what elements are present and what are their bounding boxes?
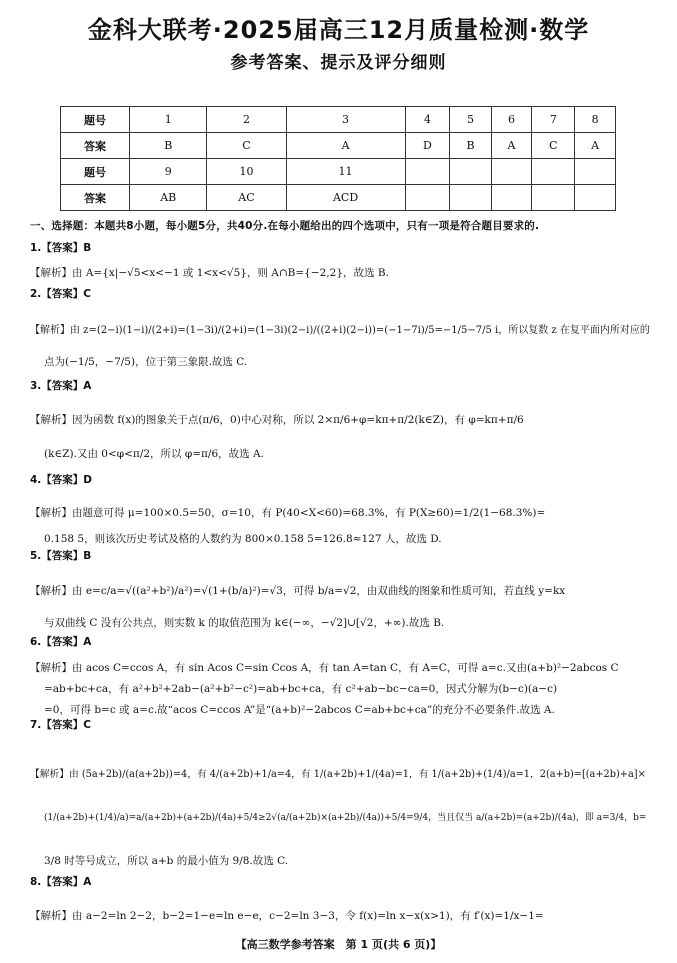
table-row-header: 答案: [61, 133, 130, 159]
solution-line: 【解析】因为函数 f(x)的图象关于点(π/6，0)中心对称，所以 2×π/6+φ=kπ+π/2(k∈Z)，有 φ=kπ+π/6: [30, 414, 524, 426]
table-cell: [405, 159, 450, 185]
answer-header: 5.【答案】B: [30, 550, 92, 562]
solution-line: 【解析】由 a−2=ln 2−2，b−2=1−e=ln e−e，c−2=ln 3−3，令 f(x)=ln x−x(x>1)，有 f′(x)=1/x−1=: [30, 910, 544, 922]
answer-header: 4.【答案】D: [30, 474, 93, 486]
page-title: 金科大联考·2025届高三12月质量检测·数学: [87, 16, 590, 44]
solution-line: 【解析】由 z=(2−i)(1−i)/(2+i)=(1−3i)/(2+i)=(1−3i)(2−i)/((2+i)(2−i))=(−1−7i)/5=−1/5−7/5 i，所以复数 z 在复平面内所对应的: [30, 325, 650, 336]
table-row: [61, 133, 616, 159]
section-title: 一、选择题：本题共8小题，每小题5分，共40分.在每小题给出的四个选项中，只有一项是符合题目要求的.: [30, 220, 540, 232]
table-cell: A: [575, 133, 616, 159]
table-cell: B: [450, 133, 491, 159]
solution-line: =0，可得 b=c 或 a=c.故“acos C=ccos A”是“(a+b)²−2abcos C=ab+bc+ca”的充分不必要条件.故选 A.: [44, 704, 555, 716]
solution-line: (k∈Z).又由 0<φ<π/2，所以 φ=π/6，故选 A.: [44, 448, 264, 460]
table-cell: A: [286, 133, 405, 159]
solution-line: 【解析】由 acos C=ccos A，有 sin Acos C=sin Ccos A，有 tan A=tan C，有 A=C，可得 a=c.又由(a+b)²−2abcos C: [30, 662, 619, 674]
page-footer: 【高三数学参考答案 第 1 页(共 6 页)】: [235, 938, 442, 951]
table-cell: 4: [405, 107, 450, 133]
table-cell: 6: [491, 107, 532, 133]
page-subtitle: 参考答案、提示及评分细则: [230, 53, 447, 73]
table-cell: B: [130, 133, 207, 159]
table-row-header: 题号: [61, 107, 130, 133]
solution-line: 【解析】由 e=c/a=√((a²+b²)/a²)=√(1+(b/a)²)=√3，可得 b/a=√2，由双曲线的图象和性质可知，若直线 y=kx: [30, 585, 566, 597]
table-row: [61, 159, 616, 185]
table-cell: [491, 185, 532, 211]
solution-line: =ab+bc+ca，有 a²+b²+2ab−(a²+b²−c²)=ab+bc+ca，有 c²+ab−bc−ca=0，因式分解为(b−c)(a−c): [44, 683, 558, 695]
table-cell: C: [532, 133, 575, 159]
table-cell: [450, 159, 491, 185]
answer-header: 7.【答案】C: [30, 719, 92, 731]
table-row-header: 答案: [61, 185, 130, 211]
table-cell: 2: [207, 107, 286, 133]
table-cell: [450, 185, 491, 211]
table-row-header: 题号: [61, 159, 130, 185]
table-cell: 9: [130, 159, 207, 185]
answer-header: 2.【答案】C: [30, 288, 92, 300]
answer-header: 3.【答案】A: [30, 380, 92, 392]
table-cell: A: [491, 133, 532, 159]
solution-line: 与双曲线 C 没有公共点，则实数 k 的取值范围为 k∈(−∞，−√2]∪[√2，+∞).故选 B.: [44, 617, 445, 629]
table-cell: [491, 159, 532, 185]
table-cell: AB: [130, 185, 207, 211]
table-row: [61, 185, 616, 211]
answer-header: 1.【答案】B: [30, 242, 92, 254]
solution-line: (1/(a+2b)+(1/4)/a)=a/(a+2b)+(a+2b)/(4a)+5/4≥2√(a/(a+2b)×(a+2b)/(4a))+5/4=9/4，当且仅当 a/(a+2b)=(a+2b)/(4a)，即 a=3/4，b=: [44, 813, 647, 823]
table-cell: [405, 185, 450, 211]
answer-header: 8.【答案】A: [30, 876, 92, 888]
solution-line: 【解析】由 (5a+2b)/(a(a+2b))=4，有 4/(a+2b)+1/a=4，有 1/(a+2b)+1/(4a)=1，有 1/(a+2b)+(1/4)/a=1，2(a+b)=[(a+2b)+a]×: [30, 769, 646, 780]
table-cell: [575, 159, 616, 185]
solution-line: 3/8 时等号成立，所以 a+b 的最小值为 9/8.故选 C.: [44, 855, 289, 867]
solution-line: 【解析】由题意可得 μ=100×0.5=50，σ=10，有 P(40<X<60)=68.3%，有 P(X≥60)=1/2(1−68.3%)=: [30, 507, 546, 519]
table-cell: C: [207, 133, 286, 159]
answer-table: [60, 106, 616, 211]
table-cell: 5: [450, 107, 491, 133]
table-cell: [575, 185, 616, 211]
table-cell: 7: [532, 107, 575, 133]
table-cell: [532, 185, 575, 211]
solution-line: 0.158 5，则该次历史考试及格的人数约为 800×0.158 5=126.8≈127 人，故选 D.: [44, 533, 442, 545]
table-cell: AC: [207, 185, 286, 211]
table-cell: [532, 159, 575, 185]
solution-line: 点为(−1/5，−7/5)，位于第三象限.故选 C.: [44, 356, 248, 368]
table-row: [61, 107, 616, 133]
table-cell: D: [405, 133, 450, 159]
solution-line: 【解析】由 A={x|−√5<x<−1 或 1<x<√5}，则 A∩B={−2,2}，故选 B.: [30, 267, 389, 279]
table-cell: 11: [286, 159, 405, 185]
table-cell: ACD: [286, 185, 405, 211]
table-cell: 10: [207, 159, 286, 185]
table-cell: 8: [575, 107, 616, 133]
table-cell: 3: [286, 107, 405, 133]
table-cell: 1: [130, 107, 207, 133]
answer-header: 6.【答案】A: [30, 636, 92, 648]
